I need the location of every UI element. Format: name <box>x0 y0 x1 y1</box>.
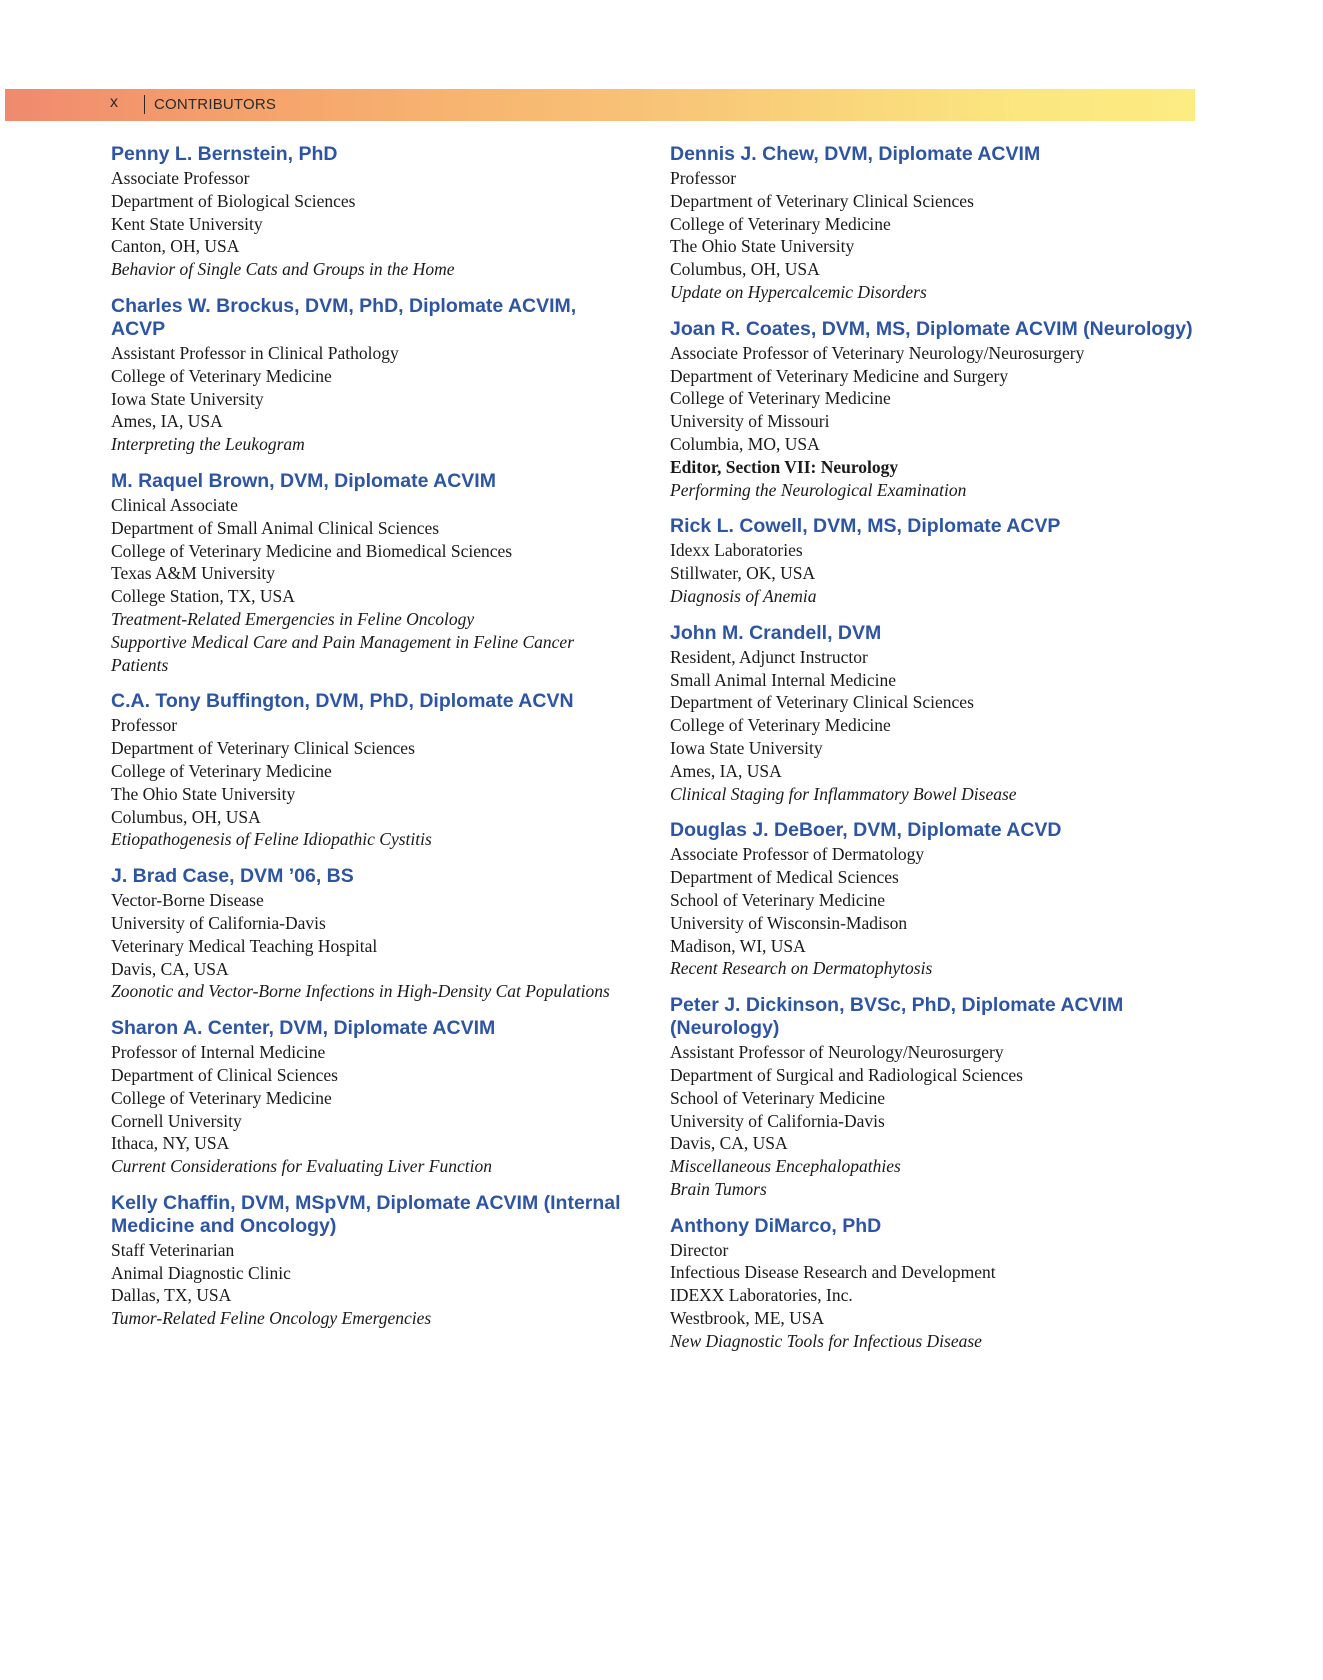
affiliation-line: Kent State University <box>111 213 263 234</box>
affiliation-line: Department of Clinical Sciences <box>111 1064 338 1085</box>
affiliation-line: Assistant Professor of Neurology/Neurosurgery <box>670 1042 1004 1063</box>
chapter-title: Recent Research on Dermatophytosis <box>670 958 933 979</box>
affiliation-line: Assistant Professor in Clinical Pathology <box>111 342 399 363</box>
affiliation-line: Professor <box>111 715 178 736</box>
contributors-column-right <box>670 143 1230 1367</box>
affiliation-line: University of California-Davis <box>670 1110 885 1131</box>
contributor-name: Dennis J. Chew, DVM, Diplomate ACVIM <box>670 143 1041 165</box>
contributor-name: Joan R. Coates, DVM, MS, Diplomate ACVIM (Neurology) <box>670 317 1193 340</box>
contributor-name: M. Raquel Brown, DVM, Diplomate ACVIM <box>111 469 496 492</box>
affiliation-line: Department of Small Animal Clinical Sciences <box>111 517 440 538</box>
affiliation-line: University of California-Davis <box>111 912 326 933</box>
affiliation-line: Davis, CA, USA <box>111 958 229 979</box>
affiliation-line: Iowa State University <box>111 388 264 409</box>
affiliation-line: Department of Veterinary Clinical Sciences <box>111 738 415 759</box>
contributor-entry <box>670 1215 1230 1353</box>
affiliation-line: The Ohio State University <box>670 236 855 257</box>
affiliation-line: Columbus, OH, USA <box>111 806 261 827</box>
section-title: CONTRIBUTORS <box>154 96 277 113</box>
contributor-name: Peter J. Dickinson, BVSc, PhD, Diplomate ACVIM (Neurology) <box>670 994 1124 1040</box>
affiliation-line: Department of Surgical and Radiological Sciences <box>670 1064 1023 1085</box>
affiliation-line: Davis, CA, USA <box>670 1133 788 1154</box>
affiliation-line: Iowa State University <box>670 737 823 758</box>
affiliation-line: College of Veterinary Medicine <box>670 715 891 736</box>
affiliation-line: Ames, IA, USA <box>111 411 223 432</box>
affiliation-line: University of Missouri <box>670 411 830 432</box>
affiliation-line: Department of Biological Sciences <box>111 190 356 211</box>
affiliation-line: School of Veterinary Medicine <box>670 1087 885 1108</box>
affiliation-line: Infectious Disease Research and Development <box>670 1262 996 1283</box>
affiliation-line: Vector-Borne Disease <box>111 890 264 911</box>
affiliation-line: Professor <box>670 168 737 188</box>
affiliation-line: Columbus, OH, USA <box>670 259 820 280</box>
contributor-entry <box>111 1017 631 1178</box>
contributor-name: Kelly Chaffin, DVM, MSpVM, Diplomate ACVIM (Internal Medicine and Oncology) <box>111 1191 621 1237</box>
contributor-entry <box>670 622 1230 806</box>
contributor-entry <box>111 865 631 1003</box>
affiliation-line: College of Veterinary Medicine <box>670 388 891 409</box>
affiliation-line: College of Veterinary Medicine <box>670 213 891 234</box>
affiliation-line: College of Veterinary Medicine <box>111 760 332 781</box>
contributor-name: Rick L. Cowell, DVM, MS, Diplomate ACVP <box>670 515 1061 538</box>
contributor-name: Sharon A. Center, DVM, Diplomate ACVIM <box>111 1017 496 1040</box>
affiliation-line: College Station, TX, USA <box>111 586 295 607</box>
chapter-title: Diagnosis of Anemia <box>670 585 817 606</box>
contributor-name: C.A. Tony Buffington, DVM, PhD, Diplomate ACVN <box>111 690 574 713</box>
contributor-entry <box>111 295 631 456</box>
affiliation-line: Clinical Associate <box>111 494 238 515</box>
affiliation-line: Director <box>670 1239 729 1260</box>
affiliation-line: University of Wisconsin-Madison <box>670 912 908 933</box>
chapter-title: Supportive Medical Care and Pain Management in Feline Cancer Patients <box>111 631 574 675</box>
affiliation-line: Associate Professor of Dermatology <box>670 844 925 865</box>
contributor-entry <box>670 318 1230 502</box>
chapter-title: Performing the Neurological Examination <box>670 479 967 500</box>
affiliation-line: School of Veterinary Medicine <box>670 889 885 910</box>
affiliation-line: IDEXX Laboratories, Inc. <box>670 1285 853 1306</box>
affiliation-line: College of Veterinary Medicine <box>111 1087 332 1108</box>
affiliation-line: Department of Medical Sciences <box>670 867 899 888</box>
affiliation-line: Small Animal Internal Medicine <box>670 669 896 690</box>
affiliation-line: Ames, IA, USA <box>670 760 782 781</box>
contributor-name: Charles W. Brockus, DVM, PhD, Diplomate ACVIM, ACVP <box>111 294 577 340</box>
affiliation-line: Westbrook, ME, USA <box>670 1308 825 1329</box>
affiliation-line: Department of Veterinary Clinical Sciences <box>670 190 974 211</box>
affiliation-line: Canton, OH, USA <box>111 236 240 257</box>
affiliation-line: Department of Veterinary Clinical Sciences <box>670 692 974 713</box>
affiliation-line: Professor of Internal Medicine <box>111 1042 326 1063</box>
affiliation-line: College of Veterinary Medicine <box>111 365 332 386</box>
page-number: x <box>110 94 118 111</box>
contributor-entry <box>670 515 1230 607</box>
affiliation-line: Madison, WI, USA <box>670 935 806 956</box>
contributor-name: Anthony DiMarco, PhD <box>670 1214 882 1237</box>
affiliation-line: Dallas, TX, USA <box>111 1285 232 1306</box>
contributor-entry <box>670 994 1230 1201</box>
chapter-title: Current Considerations for Evaluating Liver Function <box>111 1156 492 1177</box>
contributor-entry <box>111 143 631 281</box>
affiliation-line: Associate Professor <box>111 168 250 188</box>
chapter-title: New Diagnostic Tools for Infectious Disease <box>670 1330 982 1351</box>
chapter-title: Interpreting the Leukogram <box>111 434 305 455</box>
affiliation-line: Department of Veterinary Medicine and Surgery <box>670 365 1009 386</box>
chapter-title: Update on Hypercalcemic Disorders <box>670 281 927 302</box>
header-divider <box>144 95 145 114</box>
chapter-title: Etiopathogenesis of Feline Idiopathic Cystitis <box>111 829 432 850</box>
affiliation-line: Ithaca, NY, USA <box>111 1133 230 1154</box>
affiliation-line: Columbia, MO, USA <box>670 433 820 454</box>
chapter-title: Miscellaneous Encephalopathies <box>670 1156 901 1177</box>
contributor-entry <box>111 1192 631 1330</box>
contributor-name: Penny L. Bernstein, PhD <box>111 143 338 165</box>
chapter-title: Tumor-Related Feline Oncology Emergencies <box>111 1308 432 1329</box>
affiliation-line: Texas A&M University <box>111 563 276 584</box>
contributor-entry <box>670 143 1230 304</box>
chapter-title: Zoonotic and Vector-Borne Infections in High-Density Cat Populations <box>111 981 610 1002</box>
chapter-title: Clinical Staging for Inflammatory Bowel Disease <box>670 783 1017 804</box>
affiliation-line: Stillwater, OK, USA <box>670 563 816 584</box>
affiliation-line: College of Veterinary Medicine and Biomedical Sciences <box>111 540 513 561</box>
contributor-entry <box>111 690 631 851</box>
contributor-name: Douglas J. DeBoer, DVM, Diplomate ACVD <box>670 819 1062 842</box>
contributor-name: John M. Crandell, DVM <box>670 621 882 644</box>
affiliation-line: Cornell University <box>111 1110 242 1131</box>
affiliation-line: Veterinary Medical Teaching Hospital <box>111 935 378 956</box>
affiliation-line: Associate Professor of Veterinary Neurology/Neurosurgery <box>670 342 1085 363</box>
contributor-entry <box>670 819 1230 980</box>
affiliation-line: Staff Veterinarian <box>111 1239 235 1260</box>
contributor-name: J. Brad Case, DVM ’06, BS <box>111 865 354 888</box>
chapter-title: Treatment-Related Emergencies in Feline Oncology <box>111 608 475 629</box>
editor-role: Editor, Section VII: Neurology <box>670 456 899 477</box>
affiliation-line: The Ohio State University <box>111 783 296 804</box>
contributors-column-left <box>111 143 631 1344</box>
affiliation-line: Idexx Laboratories <box>670 540 803 561</box>
chapter-title: Brain Tumors <box>670 1178 767 1199</box>
contributor-entry <box>111 470 631 676</box>
chapter-title: Behavior of Single Cats and Groups in the Home <box>111 259 455 280</box>
affiliation-line: Animal Diagnostic Clinic <box>111 1262 291 1283</box>
affiliation-line: Resident, Adjunct Instructor <box>670 646 868 667</box>
